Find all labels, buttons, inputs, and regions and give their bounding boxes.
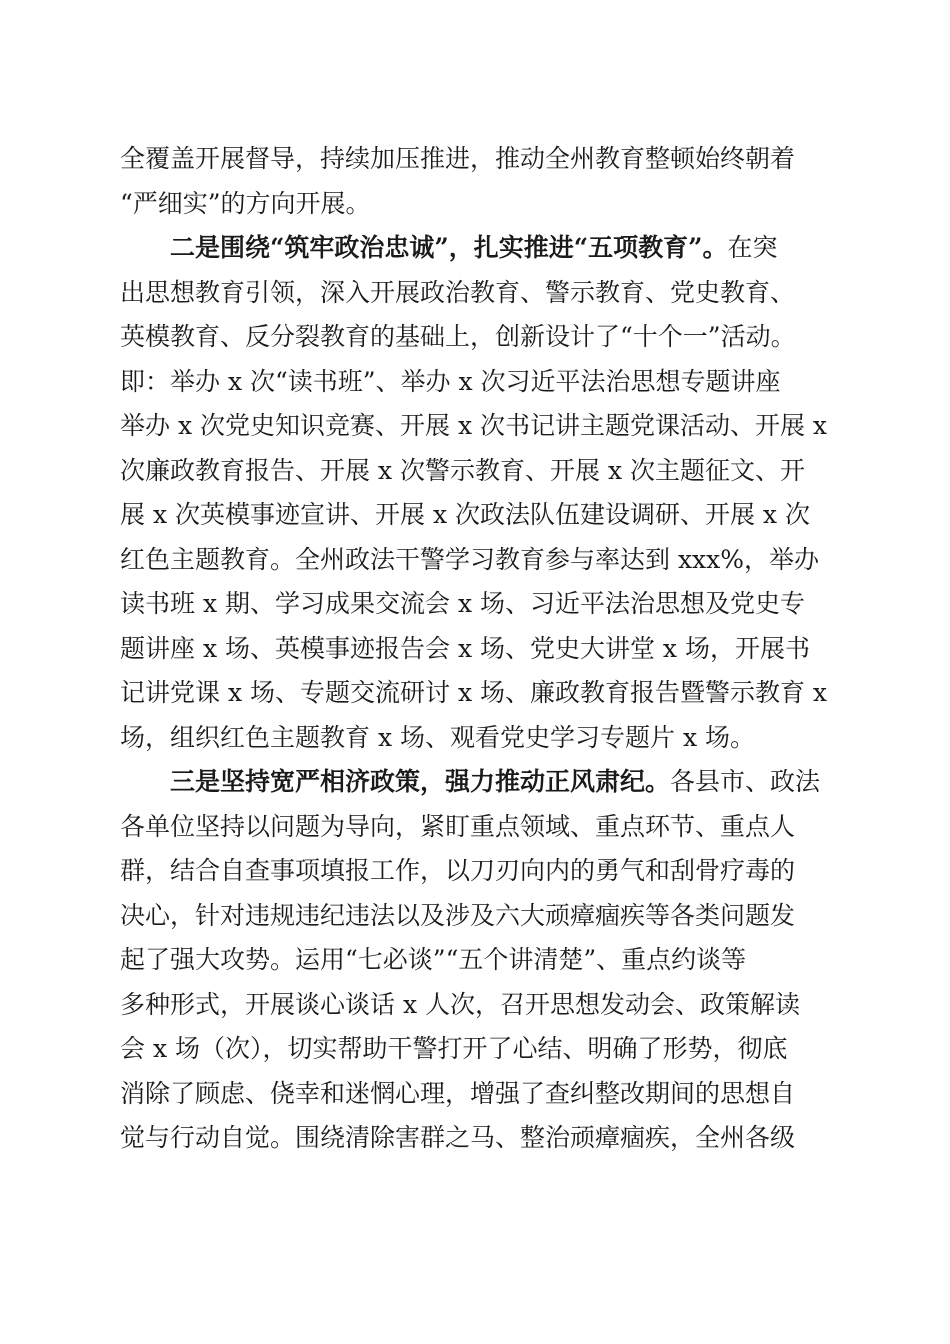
text-line: 觉与行动自觉。围绕清除害群之马、整治顽瘴痼疾，全州各级 [120, 1123, 796, 1152]
text-line: 展 x 次英模事迹宣讲、开展 x 次政法队伍建设调研、开展 x 次 [120, 500, 810, 529]
text-line: 全覆盖开展督导，持续加压推进，推动全州教育整顿始终朝着 [120, 144, 796, 173]
text-line: 决心，针对违规违纪违法以及涉及六大顽瘴痼疾等各类问题发 [120, 900, 796, 930]
text-line: 起了强大攻势。运用“七必谈”“五个讲清楚”、重点约谈等 [120, 945, 747, 974]
paragraph-3-first-line [120, 760, 832, 805]
paragraph-2-first-line [120, 226, 832, 271]
text-line: 场，组织红色主题教育 x 场、观看党史学习专题片 x 场。 [120, 722, 755, 752]
text-line: 会 x 场（次），切实帮助干警打开了心结、明确了形势，彻底 [120, 1034, 788, 1063]
text-line: 英模教育、反分裂教育的基础上，创新设计了“十个一”活动。 [120, 322, 796, 351]
text-line: 消除了顾虑、侥幸和迷惘心理，增强了查纠整改期间的思想自 [120, 1078, 796, 1108]
text-line: 多种形式，开展谈心谈话 x 人次，召开思想发动会、政策解读 [120, 989, 800, 1019]
paragraph-3-lead-text: 各县市、政法 [670, 767, 821, 796]
text-line: 各单位坚持以问题为导向，紧盯重点领域、重点环节、重点人 [120, 811, 796, 841]
text-line: 即：举办 x 次“读书班”、举办 x 次习近平法治思想专题讲座 [120, 366, 781, 396]
text-line: 群，结合自查事项填报工作，以刀刃向内的勇气和刮骨疗毒的 [120, 856, 796, 885]
text-line: 题讲座 x 场、英模事迹报告会 x 场、党史大讲堂 x 场，开展书 [120, 633, 810, 663]
paragraph-2-heading: 二是围绕“筑牢政治忠诚”，扎实推进“五项教育”。 [170, 233, 728, 262]
text-line: 记讲党课 x 场、专题交流研讨 x 场、廉政教育报告暨警示教育 x [120, 678, 828, 707]
text-line: 次廉政教育报告、开展 x 次警示教育、开展 x 次主题征文、开 [120, 455, 805, 485]
paragraph-3-heading: 三是坚持宽严相济政策，强力推动正风肃纪。 [170, 767, 671, 796]
text-line: 举办 x 次党史知识竞赛、开展 x 次书记讲主题党课活动、开展 x [120, 411, 828, 440]
text-line: 红色主题教育。全州政法干警学习教育参与率达到 xxx%，举办 [120, 544, 820, 574]
paragraph-2-lead-text: 在突 [727, 233, 778, 262]
text-line: “严细实”的方向开展。 [120, 188, 371, 218]
text-line: 出思想教育引领，深入开展政治教育、警示教育、党史教育、 [120, 277, 796, 307]
document-body [120, 137, 832, 1161]
text-line: 读书班 x 期、学习成果交流会 x 场、习近平法治思想及党史专 [120, 589, 805, 618]
